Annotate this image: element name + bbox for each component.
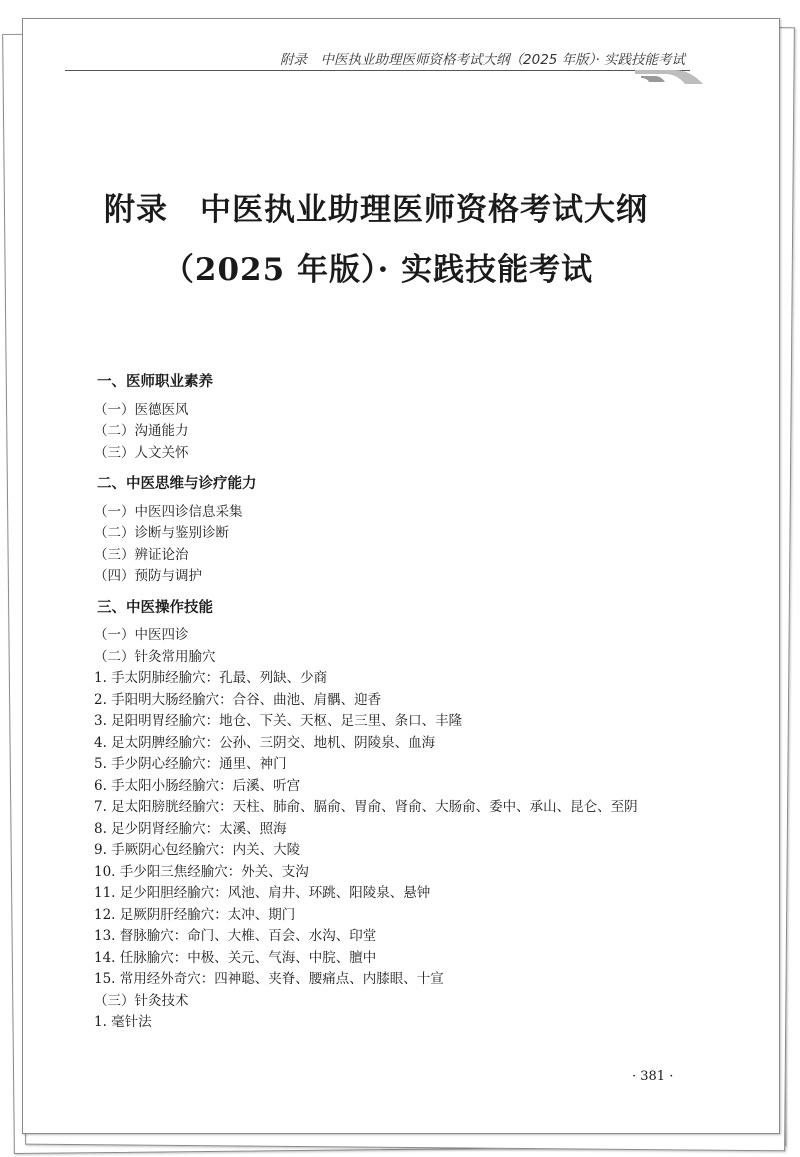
outline-item: 6. 手太阳小肠经腧穴：后溪、听宫: [94, 777, 301, 794]
page-title-line2: （2025 年版）· 实践技能考试: [162, 252, 594, 288]
header-swoosh-decoration: [635, 70, 705, 84]
outline-item: （二）沟通能力: [94, 423, 189, 439]
outline-item: （四）预防与调护: [94, 568, 202, 584]
running-header: 附录 中医执业助理医师资格考试大纲（2025 年版）· 实践技能考试: [280, 52, 685, 68]
outline-item: 9. 手厥阴心包经腧穴：内关、大陵: [94, 842, 301, 858]
outline-item: 7. 足太阳膀胱经腧穴：天柱、肺俞、膈俞、胃俞、肾俞、大肠俞、委中、承山、昆仑、至阴: [94, 799, 638, 815]
outline-item: 2. 手阳明大肠经腧穴：合谷、曲池、肩髃、迎香: [94, 691, 382, 708]
outline-item: 15. 常用经外奇穴：四神聪、夹脊、腰痛点、内膝眼、十宣: [94, 971, 444, 987]
outline-item: 1. 手太阴肺经腧穴：孔最、列缺、少商: [94, 670, 328, 686]
outline-item: 11. 足少阳胆经腧穴：风池、肩井、环跳、阳陵泉、悬钟: [94, 885, 431, 901]
outline-item: 1. 毫针法: [94, 1014, 152, 1030]
section-heading: 一、医师职业素养: [97, 374, 213, 390]
outline-item: （二）针灸常用腧穴: [94, 648, 216, 665]
outline-item: （一）中医四诊信息采集: [94, 503, 243, 520]
outline-item: 8. 足少阴肾经腧穴：太溪、照海: [94, 820, 287, 837]
outline-item: 10. 手少阳三焦经腧穴：外关、支沟: [94, 863, 309, 880]
page-title-line1: 附录 中医执业助理医师资格考试大纲: [104, 192, 648, 228]
page-number: · 381 ·: [632, 1069, 674, 1084]
header-rule: [65, 70, 690, 71]
outline-item: （三）针灸技术: [94, 992, 189, 1009]
outline-item: 14. 任脉腧穴：中极、关元、气海、中脘、膻中: [94, 949, 377, 966]
outline-item: （一）医德医风: [94, 401, 189, 418]
outline-item: 4. 足太阴脾经腧穴：公孙、三阴交、地机、阴陵泉、血海: [94, 734, 436, 751]
outline-body: [94, 372, 737, 1034]
outline-item: 12. 足厥阴肝经腧穴：太冲、期门: [94, 906, 296, 923]
outline-item: （三）人文关怀: [94, 444, 189, 461]
section-heading: 二、中医思维与诊疗能力: [97, 476, 257, 492]
outline-item: 5. 手少阴心经腧穴：通里、神门: [94, 756, 287, 772]
outline-item: （一）中医四诊: [94, 627, 189, 643]
outline-item: 13. 督脉腧穴：命门、大椎、百会、水沟、印堂: [94, 928, 377, 944]
section-heading: 三、中医操作技能: [97, 599, 213, 616]
outline-item: （二）诊断与鉴别诊断: [94, 525, 229, 541]
outline-item: 3. 足阳明胃经腧穴：地仓、下关、天枢、足三里、条口、丰隆: [94, 713, 463, 729]
outline-item: （三）辨证论治: [94, 546, 189, 563]
